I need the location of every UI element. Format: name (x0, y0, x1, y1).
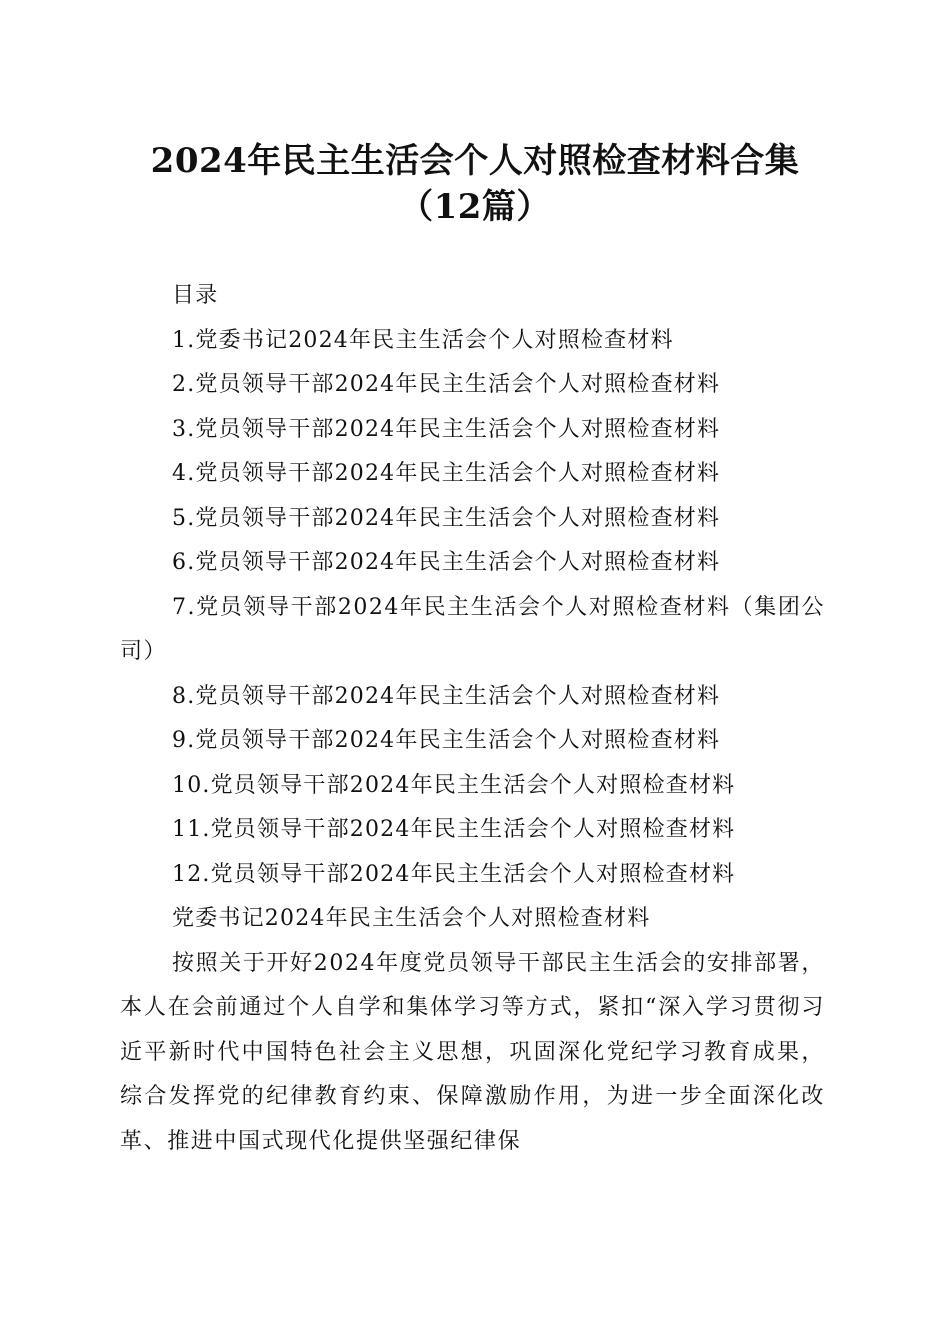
title-line-1: 2024年民主生活会个人对照检查材料合集 (150, 141, 800, 181)
toc-item-5: 5.党员领导干部2024年民主生活会个人对照检查材料 (172, 505, 721, 531)
toc-item-8: 8.党员领导干部2024年民主生活会个人对照检查材料 (172, 683, 721, 709)
toc-item-6: 6.党员领导干部2024年民主生活会个人对照检查材料 (172, 550, 721, 575)
toc-item-4: 4.党员领导干部2024年民主生活会个人对照检查材料 (172, 461, 721, 486)
document-title (0, 138, 950, 230)
body-paragraph: 按照关于开好2024年度党员领导干部民主生活会的安排部署，本人在会前通过个人自学和集体学习等方式，紧扣“深入学习贯彻习近平新时代中国特色社会主义思想，巩固深化党纪学习教育成果，综合发挥党的纪律教育约束、保障激励作用，为进一步全面深化改革、推进中国式现代化提供坚强纪律保 (120, 950, 825, 1154)
toc-item-11: 11.党员领导干部2024年民主生活会个人对照检查材料 (172, 817, 736, 842)
table-of-contents (120, 319, 825, 898)
section-heading: 党委书记2024年民主生活会个人对照检查材料 (172, 906, 651, 931)
toc-item-9: 9.党员领导干部2024年民主生活会个人对照检查材料 (172, 728, 721, 753)
document-body (120, 274, 825, 1164)
toc-heading: 目录 (172, 283, 219, 308)
toc-item-7: 7.党员领导干部2024年民主生活会个人对照检查材料（集团公司） (120, 594, 825, 664)
toc-item-2: 2.党员领导干部2024年民主生活会个人对照检查材料 (172, 372, 721, 397)
toc-item-12: 12.党员领导干部2024年民主生活会个人对照检查材料 (172, 861, 736, 887)
toc-item-10: 10.党员领导干部2024年民主生活会个人对照检查材料 (172, 772, 736, 798)
title-line-2: （12篇） (399, 187, 551, 227)
toc-item-3: 3.党员领导干部2024年民主生活会个人对照检查材料 (172, 416, 721, 442)
toc-item-1: 1.党委书记2024年民主生活会个人对照检查材料 (172, 327, 674, 353)
